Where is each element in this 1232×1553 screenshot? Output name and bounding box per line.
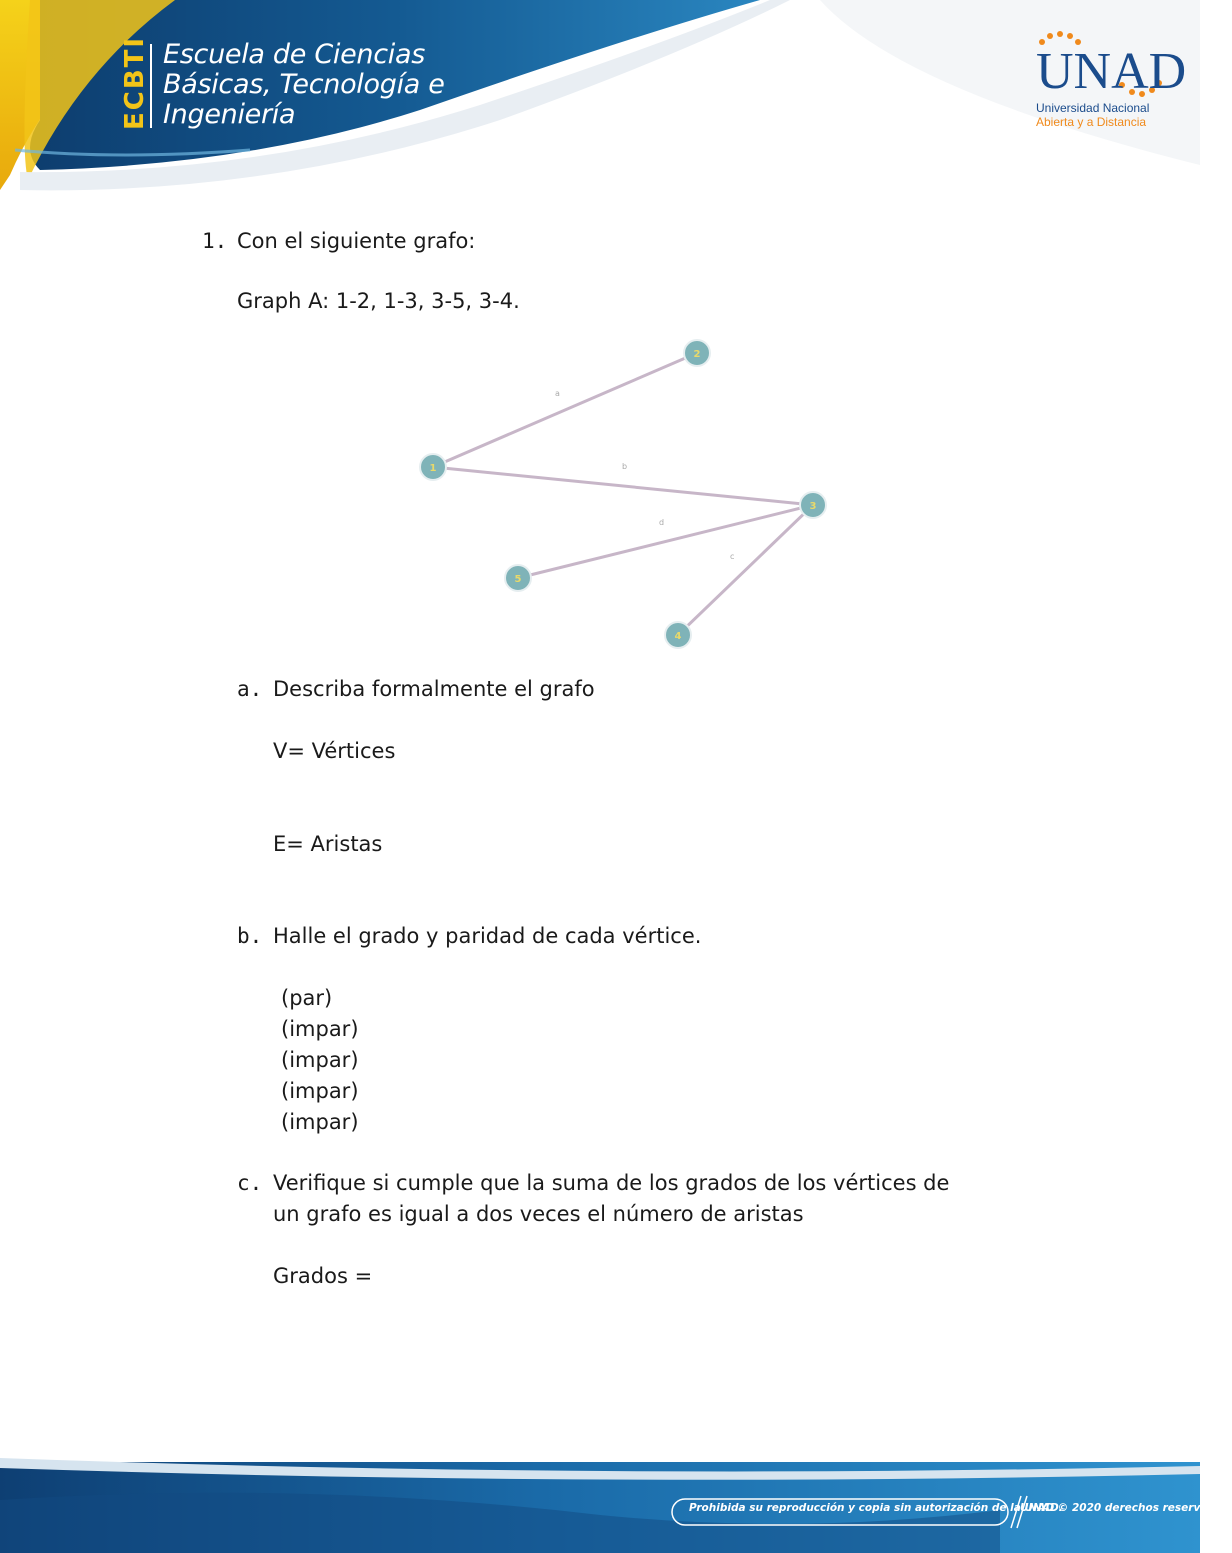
q1-number: 1. [202,229,228,253]
b-text: Halle el grado y paridad de cada vértice. [273,924,702,948]
edge-3-5 [518,505,813,578]
logo-subtitle [1036,101,1149,129]
edge-1-2 [433,353,697,467]
edge-3-4 [678,505,813,635]
logo-text: UNAD [1036,43,1187,100]
a-text: Describa formalmente el grafo [273,677,595,701]
graph-node-2 [684,340,710,366]
edge-label-d: d [659,518,665,527]
edge-label-a: a [555,389,560,398]
ecbti-text: ECBTI [120,35,150,130]
school-line-1: Escuela de Ciencias [163,39,425,70]
graph-node-3 [800,492,826,518]
parity-1: (par) [281,986,333,1010]
q1-text: Con el siguiente grafo: [237,229,476,253]
svg-text:2: 2 [693,349,701,360]
school-line-2: Básicas, Tecnología e [163,69,445,100]
parity-4: (impar) [281,1079,359,1103]
ecbti-vertical-label [103,35,163,132]
parity-2: (impar) [281,1017,359,1041]
logo-sub-line-2: Abierta y a Distancia [1036,115,1147,129]
svg-text:1: 1 [429,463,437,474]
graph-node-5 [505,565,531,591]
edge-label-b: b [622,462,628,471]
parity-3: (impar) [281,1048,359,1072]
edge-1-3 [433,467,813,505]
c-text-line-1: Verifique si cumple que la suma de los grados de los vértices de [273,1171,950,1195]
vertices-label: V= Vértices [273,739,396,763]
svg-text:4: 4 [674,631,682,642]
c-letter: c. [237,1171,263,1195]
edges-label: E= Aristas [273,832,383,856]
footer-copyright: UNAD © 2020 derechos reservados. [1020,1502,1232,1514]
edge-label-c: c [730,552,735,561]
svg-text:3: 3 [809,501,817,512]
footer-banner [0,1440,1200,1553]
school-name [163,40,445,130]
graph-node-4 [665,622,691,648]
svg-text:5: 5 [514,574,522,585]
parity-5: (impar) [281,1110,359,1134]
logo-sub-line-1: Universidad Nacional [1036,101,1150,115]
graph-figure [400,330,860,660]
footer-notice: Prohibida su reproducción y copia sin autorización de la UNAD. [689,1502,1063,1514]
grados-label: Grados = [273,1264,373,1288]
graph-definition: Graph A: 1-2, 1-3, 3-5, 3-4. [237,289,520,313]
a-letter: a. [237,677,263,701]
b-letter: b. [237,924,263,948]
school-line-3: Ingeniería [163,99,296,130]
c-text-line-2: un grafo es igual a dos veces el número de aristas [273,1202,804,1226]
graph-node-1 [420,454,446,480]
